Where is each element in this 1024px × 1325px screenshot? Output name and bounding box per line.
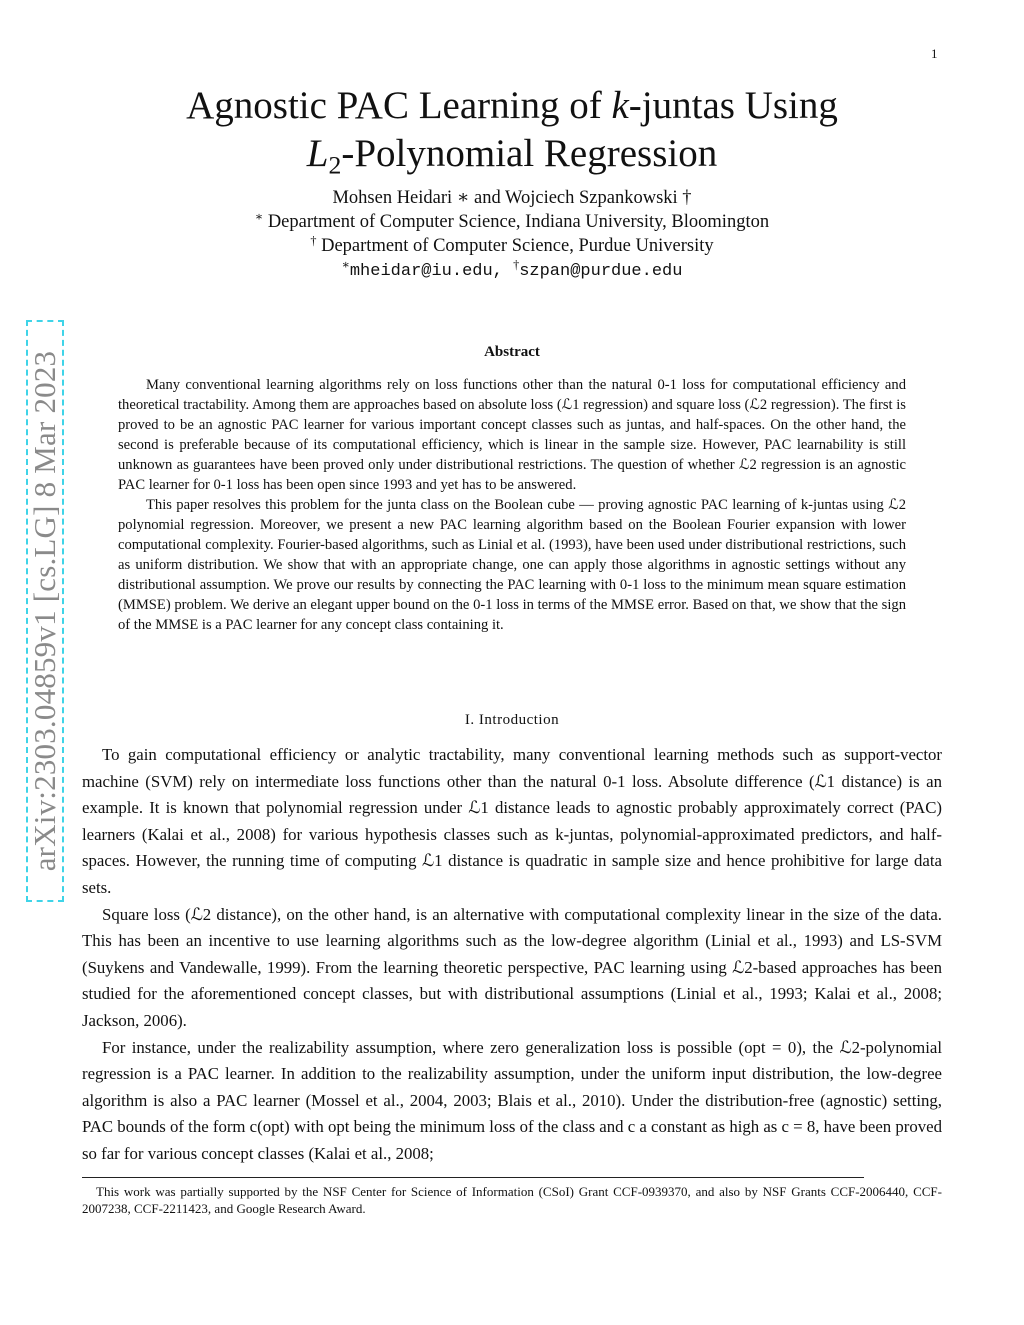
title-line1-pre: Agnostic PAC Learning of [186,84,612,127]
affiliation-2-text: Department of Computer Science, Purdue University [316,236,714,256]
title-l-subscript: 2 [328,150,342,180]
funding-footnote: This work was partially supported by the NSF Center for Science of Information (CSoI) Grant CCF-0939370, and also by NSF Grants CCF-2006440, CCF-2007238, CCF-2211423, and Google Research Award. [82,1184,942,1216]
section-heading-introduction: I. Introduction [464,712,560,728]
intro-paragraph-3: For instance, under the realizability assumption, where zero generalization loss is possible (opt = 0), the ℒ2-polynomial regression is a PAC learner. In addition to the realizability assumption, under the uniform input distribution, the low-degree algorithm is also a PAC learner (Mossel et al., 2004, 2003; Blais et al., 2010). Under the distribution-free (agnostic) setting, PAC bounds of the form c(opt) with opt being the minimum loss of the class and c a constant as high as c = 8, have been proved so far for various concept classes (Kalai et al., 2008; [82,1037,942,1163]
affiliation-1 [100,210,924,234]
title-l-letter: L [306,132,329,175]
page-number: 1 [931,46,938,61]
author-names: Mohsen Heidari ∗ and Wojciech Szpankowski † [332,188,692,208]
paper-title [100,82,924,178]
author-emails [100,258,924,284]
arxiv-identifier-stamp[interactable]: arXiv:2303.04859v1 [cs.LG] 8 Mar 2023 [26,320,64,902]
author-block [100,186,924,284]
introduction-body [82,742,942,1168]
footnote-divider [82,1177,864,1178]
email-1[interactable]: mheidar@iu.edu, [349,262,514,281]
affiliation-2-mark: † [310,233,317,248]
email-2-mark: † [513,257,520,272]
abstract-paragraph-1: Many conventional learning algorithms rely on loss functions other than the natural 0-1 loss for computational efficiency and theoretical tractability. Among them are approaches based on absolute loss (ℒ1 regression) and square loss (ℒ2 regression). The first is proved to be an agnostic PAC learner for various important concept classes such as juntas, and half-spaces. On the other hand, the second is preferable because of its computational efficiency, which is linear in the sample size. However, PAC learnability is still unknown as guarantees have been proved only under distributional restrictions. The question of whether ℒ2 regression is an agnostic PAC learner for 0-1 loss has been open since 1993 and yet has to be answered. [118,377,906,493]
intro-paragraph-2: Square loss (ℒ2 distance), on the other hand, is an alternative with computational complexity linear in the size of the data. This has been an incentive to use learning algorithms such as the low-degree algorithm (Linial et al., 1993) and LS-SVM (Suykens and Vandewalle, 1999). From the learning theoretic perspective, PAC learning using ℒ2-based approaches has been studied for the aforementioned concept classes, but with distributional assumptions (Linial et al., 1993; Kalai et al., 2008; Jackson, 2006). [82,904,942,1030]
abstract-paragraph-2: This paper resolves this problem for the junta class on the Boolean cube — proving agnostic PAC learning of k-juntas using ℒ2 polynomial regression. Moreover, we present a new PAC learning algorithm based on the Boolean Fourier expansion with lower computational complexity. Fourier-based algorithms, such as Linial et al. (1993), have been used under distributional restrictions, such as uniform distribution. We show that with an appropriate change, one can apply those algorithms in agnostic settings without any distributional assumption. We prove our results by connecting the PAC learning with 0-1 loss to the minimum mean square estimation (MMSE) problem. We derive an elegant upper bound on the 0-1 loss in terms of the MMSE error. Based on that, we show that the sign of the MMSE is a PAC learner for any concept class containing it. [118,497,906,633]
title-line1-post: -juntas Using [628,84,838,127]
affiliation-1-mark: ∗ [254,209,264,224]
abstract-body [118,375,906,635]
title-line2-post: -Polynomial Regression [341,132,718,175]
affiliation-1-text: Department of Computer Science, Indiana University, Bloomington [263,212,770,232]
affiliation-2 [100,234,924,258]
email-1-mark: ∗ [341,257,350,272]
intro-paragraph-1: To gain computational efficiency or analytic tractability, many conventional learning methods such as support-vector machine (SVM) rely on intermediate loss functions other than the natural 0-1 loss. Absolute difference (ℒ1 distance) is an example. It is known that polynomial regression under ℒ1 distance leads to agnostic probably approximately correct (PAC) learners (Kalai et al., 2008) for various hypothesis classes such as k-juntas, polynomial-approximated predictors, and half-spaces. However, the running time of computing ℒ1 distance is quadratic in sample size and hence prohibitive for large data sets. [82,745,942,897]
email-2[interactable]: szpan@purdue.edu [519,262,683,281]
abstract-heading: Abstract [484,344,540,360]
title-k: k [611,84,629,127]
